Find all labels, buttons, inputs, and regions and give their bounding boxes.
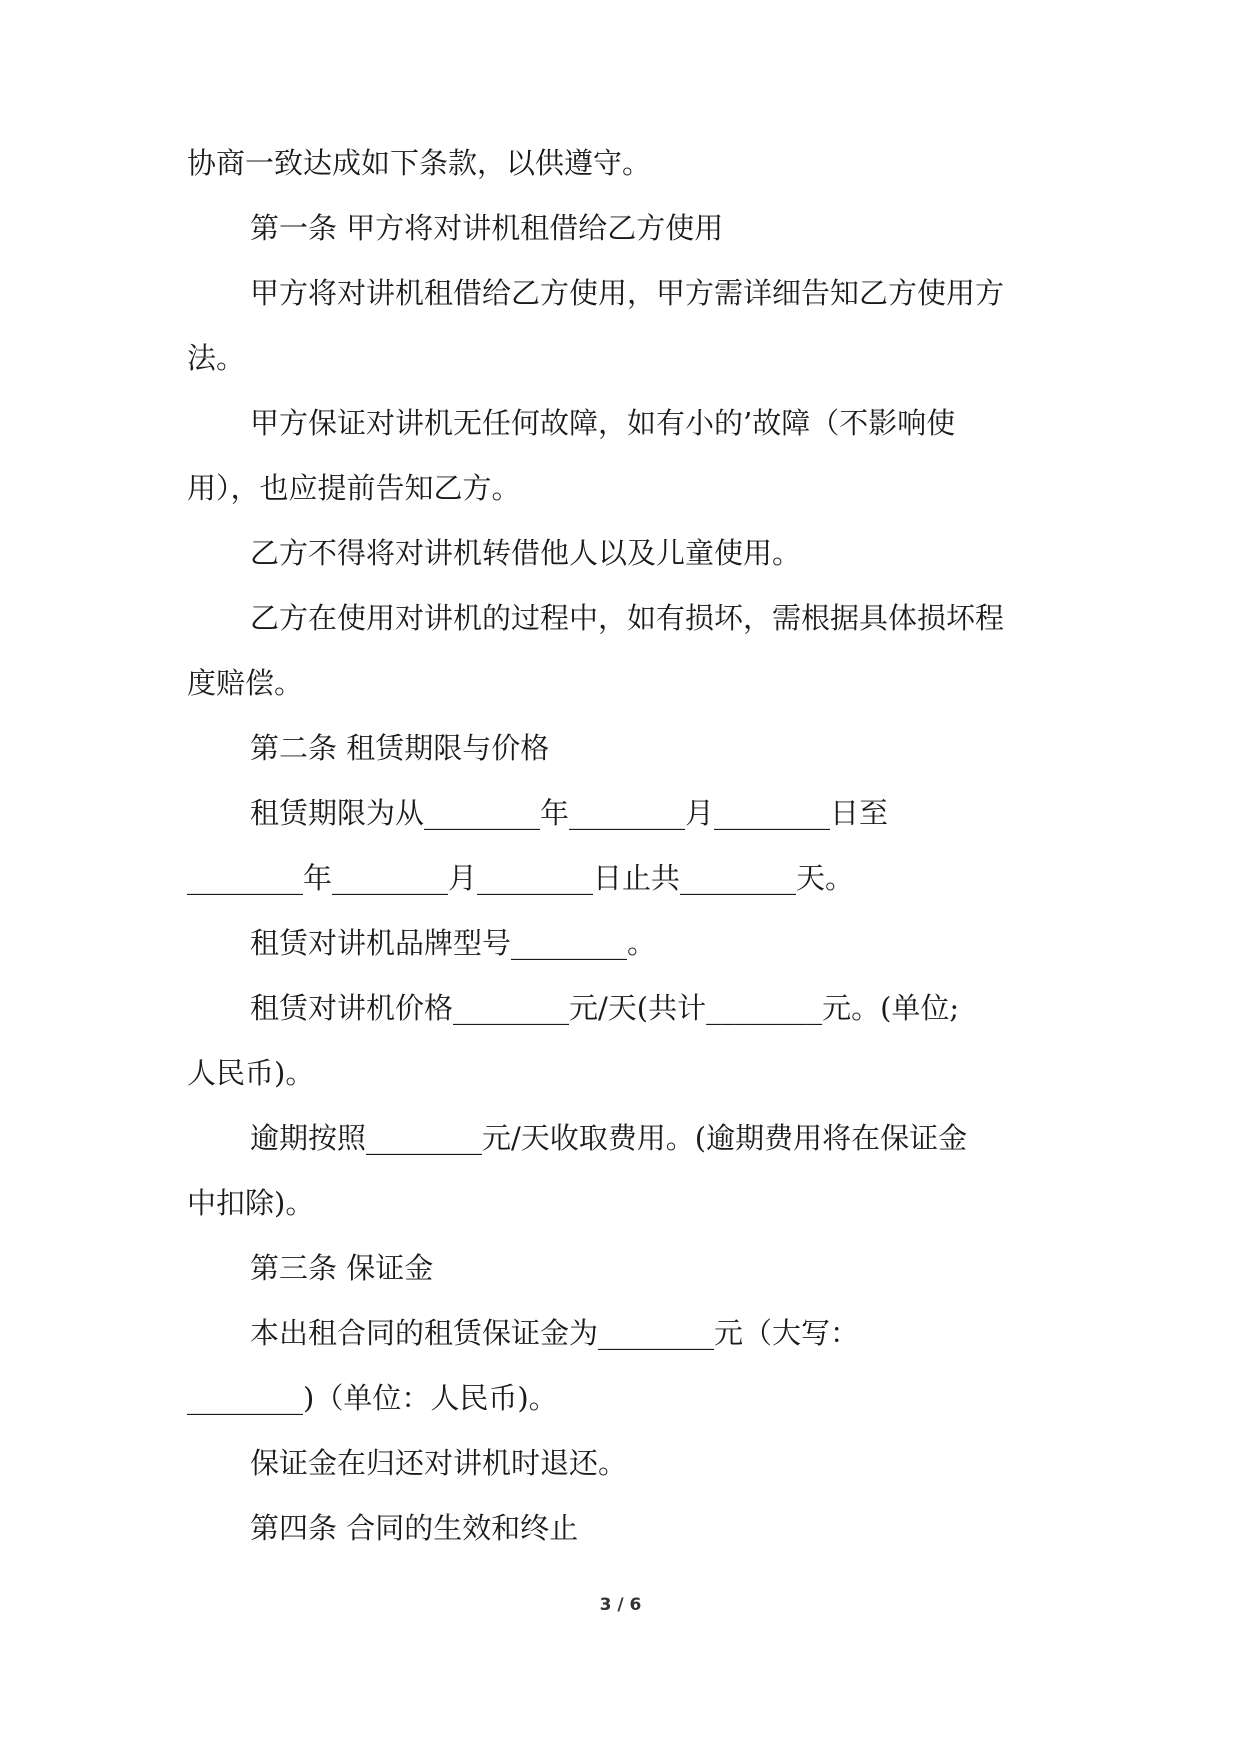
text-line: 乙方在使用对讲机的过程中，如有损坏，需根据具体损坏程	[250, 601, 1005, 635]
text-line: 度赔偿。	[187, 666, 304, 700]
text-line: 租赁对讲机品牌型号________。	[250, 926, 657, 960]
text-line: 保证金在归还对讲机时退还。	[250, 1446, 628, 1480]
text-line: 逾期按照________元/天收取费用。(逾期费用将在保证金	[250, 1121, 968, 1155]
text-line: 本出租合同的租赁保证金为________元（大写：	[250, 1316, 860, 1350]
text-line: ________年________月________日止共________天。	[187, 861, 855, 895]
text-line: 甲方保证对讲机无任何故障，如有小的’故障（不影响使	[250, 406, 956, 440]
text-line: 用），也应提前告知乙方。	[187, 471, 521, 505]
text-line: 协商一致达成如下条款，以供遵守。	[187, 146, 652, 180]
text-line: 甲方将对讲机租借给乙方使用，甲方需详细告知乙方使用方	[250, 276, 1005, 310]
text-line: 租赁对讲机价格________元/天(共计________元。(单位;	[250, 991, 960, 1025]
text-line: 租赁期限为从________年________月________日至	[250, 796, 889, 830]
text-line: 乙方不得将对讲机转借他人以及儿童使用。	[250, 536, 802, 570]
text-line: 中扣除)。	[187, 1186, 315, 1220]
clause-heading: 第一条 甲方将对讲机租借给乙方使用	[250, 211, 724, 245]
text-line: ________)（单位：人民币)。	[187, 1381, 558, 1415]
clause-heading: 第三条 保证金	[250, 1251, 434, 1285]
text-line: 人民币)。	[187, 1056, 315, 1090]
text-line: 法。	[187, 341, 246, 375]
clause-heading: 第二条 租赁期限与价格	[250, 731, 550, 765]
page-number: 3 / 6	[599, 1595, 642, 1615]
clause-heading: 第四条 合同的生效和终止	[250, 1511, 579, 1545]
